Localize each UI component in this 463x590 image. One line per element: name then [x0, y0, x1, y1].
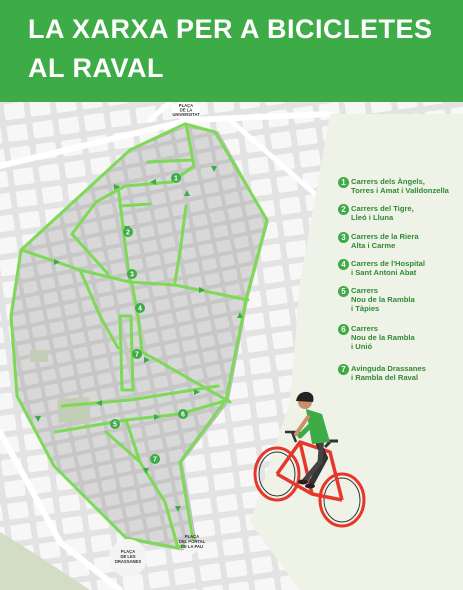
svg-text:1: 1: [174, 175, 178, 183]
legend-label-5: Carrers Nou de la Rambla i Tàpies: [351, 286, 415, 314]
route-marker-7b: [150, 454, 160, 464]
legend-label-7: Avinguda Drassanes i Rambla del Raval: [351, 364, 426, 383]
legend-label-1: Carrers dels Àngels, Torres i Amat i Valldonzella: [351, 177, 449, 196]
title-line-2: AL RAVAL: [28, 53, 164, 83]
svg-text:DE LES: DE LES: [120, 554, 136, 559]
route-marker-4: [135, 303, 145, 313]
legend-badge-2: 2: [338, 204, 349, 215]
legend-badge-1: 1: [338, 177, 349, 188]
svg-text:5: 5: [113, 421, 117, 429]
inner-park-1: [57, 397, 90, 423]
title-line-1: LA XARXA PER A BICICLETES: [28, 14, 433, 44]
svg-text:PLAÇA: PLAÇA: [178, 103, 194, 108]
svg-text:3: 3: [130, 271, 134, 279]
legend-label-3: Carrers de la Riera Alta i Carme: [351, 232, 419, 251]
svg-text:7: 7: [135, 351, 139, 359]
svg-text:PLAÇA: PLAÇA: [120, 549, 136, 554]
title-banner: [0, 0, 463, 102]
svg-text:7: 7: [153, 456, 157, 464]
svg-text:DEL PORTAL: DEL PORTAL: [178, 539, 206, 544]
svg-text:6: 6: [181, 411, 185, 419]
svg-text:DRASSANES: DRASSANES: [114, 559, 142, 564]
legend-badge-5: 5: [338, 286, 349, 297]
legend-badge-4: 4: [338, 259, 349, 270]
svg-text:4: 4: [138, 305, 142, 313]
svg-text:DE LA PAU: DE LA PAU: [180, 544, 204, 549]
legend-badge-7: 7: [338, 364, 349, 375]
legend-badge-6: 6: [338, 324, 349, 335]
svg-text:PLAÇA: PLAÇA: [184, 534, 200, 539]
legend-label-2: Carrers del Tigre, Lleó i Lluna: [351, 204, 414, 223]
legend-badge-3: 3: [338, 232, 349, 243]
route-marker-6: [178, 409, 188, 419]
svg-text:2: 2: [126, 229, 130, 237]
route-marker-2: [123, 227, 133, 237]
route-marker-7a: [132, 349, 142, 359]
inner-park-2: [30, 350, 48, 362]
svg-text:DE LA: DE LA: [179, 107, 193, 113]
route-marker-3: [127, 269, 137, 279]
legend-label-4: Carrers de l'Hospital i Sant Antoni Abat: [351, 259, 425, 278]
route-marker-5: [110, 419, 120, 429]
legend-label-6: Carrers Nou de la Rambla i Unió: [351, 324, 415, 352]
svg-text:UNIVERSITAT: UNIVERSITAT: [172, 112, 200, 117]
label-placa-drassanes: [109, 539, 147, 577]
route-marker-1: [171, 173, 181, 183]
